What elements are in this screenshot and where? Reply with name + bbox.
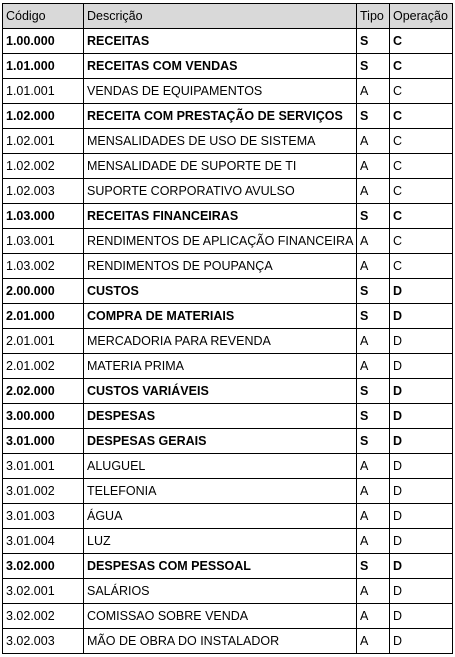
cell-code: 2.02.000: [3, 379, 84, 404]
cell-description: SALÁRIOS: [84, 579, 357, 604]
table-row: [3, 529, 453, 554]
cell-operation: C: [390, 179, 453, 204]
cell-code: 3.02.000: [3, 554, 84, 579]
cell-operation: C: [390, 104, 453, 129]
cell-type: S: [357, 204, 390, 229]
cell-type: A: [357, 479, 390, 504]
cell-operation: D: [390, 304, 453, 329]
chart-of-accounts-table: [2, 3, 453, 654]
cell-description: SUPORTE CORPORATIVO AVULSO: [84, 179, 357, 204]
cell-operation: C: [390, 29, 453, 54]
cell-description: ALUGUEL: [84, 454, 357, 479]
cell-code: 3.02.003: [3, 629, 84, 654]
table-row: [3, 379, 453, 404]
cell-operation: D: [390, 454, 453, 479]
cell-type: A: [357, 179, 390, 204]
cell-operation: D: [390, 604, 453, 629]
cell-description: COMPRA DE MATERIAIS: [84, 304, 357, 329]
cell-type: S: [357, 379, 390, 404]
table-row: [3, 79, 453, 104]
cell-description: RENDIMENTOS DE POUPANÇA: [84, 254, 357, 279]
cell-type: S: [357, 104, 390, 129]
cell-operation: D: [390, 479, 453, 504]
cell-type: S: [357, 554, 390, 579]
cell-code: 2.01.001: [3, 329, 84, 354]
cell-type: A: [357, 354, 390, 379]
table-row: [3, 179, 453, 204]
table-body: [3, 29, 453, 654]
header-operation: Operação: [390, 4, 453, 29]
cell-type: S: [357, 304, 390, 329]
header-code: Código: [3, 4, 84, 29]
cell-operation: C: [390, 54, 453, 79]
cell-operation: D: [390, 579, 453, 604]
cell-code: 3.02.001: [3, 579, 84, 604]
cell-description: RECEITAS COM VENDAS: [84, 54, 357, 79]
cell-description: RECEITA COM PRESTAÇÃO DE SERVIÇOS: [84, 104, 357, 129]
cell-type: A: [357, 529, 390, 554]
cell-type: S: [357, 29, 390, 54]
cell-operation: D: [390, 429, 453, 454]
cell-code: 1.01.000: [3, 54, 84, 79]
cell-operation: C: [390, 254, 453, 279]
table-row: [3, 404, 453, 429]
cell-description: RECEITAS FINANCEIRAS: [84, 204, 357, 229]
cell-type: A: [357, 454, 390, 479]
cell-type: S: [357, 429, 390, 454]
table-row: [3, 229, 453, 254]
cell-operation: D: [390, 504, 453, 529]
cell-operation: C: [390, 79, 453, 104]
table-row: [3, 54, 453, 79]
cell-description: TELEFONIA: [84, 479, 357, 504]
cell-operation: D: [390, 554, 453, 579]
table-row: [3, 204, 453, 229]
cell-type: A: [357, 629, 390, 654]
cell-description: MENSALIDADE DE SUPORTE DE TI: [84, 154, 357, 179]
cell-description: MERCADORIA PARA REVENDA: [84, 329, 357, 354]
cell-type: A: [357, 504, 390, 529]
cell-type: A: [357, 254, 390, 279]
cell-description: ÁGUA: [84, 504, 357, 529]
cell-code: 1.02.003: [3, 179, 84, 204]
cell-code: 3.01.002: [3, 479, 84, 504]
table-row: [3, 479, 453, 504]
cell-operation: C: [390, 129, 453, 154]
cell-type: S: [357, 54, 390, 79]
cell-description: LUZ: [84, 529, 357, 554]
cell-type: A: [357, 154, 390, 179]
cell-code: 3.01.000: [3, 429, 84, 454]
cell-description: MÃO DE OBRA DO INSTALADOR: [84, 629, 357, 654]
cell-type: S: [357, 279, 390, 304]
cell-description: RENDIMENTOS DE APLICAÇÃO FINANCEIRA: [84, 229, 357, 254]
cell-type: A: [357, 329, 390, 354]
cell-operation: C: [390, 229, 453, 254]
cell-operation: C: [390, 154, 453, 179]
table-row: [3, 154, 453, 179]
cell-code: 3.01.001: [3, 454, 84, 479]
cell-description: RECEITAS: [84, 29, 357, 54]
cell-code: 3.01.004: [3, 529, 84, 554]
cell-description: DESPESAS GERAIS: [84, 429, 357, 454]
cell-code: 1.00.000: [3, 29, 84, 54]
cell-operation: D: [390, 379, 453, 404]
header-description: Descrição: [84, 4, 357, 29]
cell-code: 2.01.000: [3, 304, 84, 329]
table-row: [3, 454, 453, 479]
cell-description: MATERIA PRIMA: [84, 354, 357, 379]
cell-description: CUSTOS VARIÁVEIS: [84, 379, 357, 404]
cell-code: 1.02.002: [3, 154, 84, 179]
cell-operation: D: [390, 279, 453, 304]
cell-operation: C: [390, 204, 453, 229]
cell-type: A: [357, 79, 390, 104]
cell-description: VENDAS DE EQUIPAMENTOS: [84, 79, 357, 104]
cell-operation: D: [390, 329, 453, 354]
cell-code: 1.03.002: [3, 254, 84, 279]
cell-operation: D: [390, 354, 453, 379]
cell-type: A: [357, 579, 390, 604]
table-row: [3, 304, 453, 329]
cell-code: 1.01.001: [3, 79, 84, 104]
table-row: [3, 254, 453, 279]
table-row: [3, 354, 453, 379]
cell-type: A: [357, 129, 390, 154]
cell-description: DESPESAS: [84, 404, 357, 429]
table-row: [3, 604, 453, 629]
table-row: [3, 579, 453, 604]
table-row: [3, 554, 453, 579]
cell-code: 1.02.001: [3, 129, 84, 154]
cell-code: 1.02.000: [3, 104, 84, 129]
cell-type: A: [357, 229, 390, 254]
cell-code: 3.00.000: [3, 404, 84, 429]
cell-operation: D: [390, 629, 453, 654]
table-row: [3, 104, 453, 129]
cell-code: 2.00.000: [3, 279, 84, 304]
cell-code: 3.01.003: [3, 504, 84, 529]
cell-description: COMISSAO SOBRE VENDA: [84, 604, 357, 629]
table-row: [3, 629, 453, 654]
table-row: [3, 504, 453, 529]
cell-code: 1.03.001: [3, 229, 84, 254]
cell-description: CUSTOS: [84, 279, 357, 304]
cell-code: 3.02.002: [3, 604, 84, 629]
cell-operation: D: [390, 404, 453, 429]
cell-operation: D: [390, 529, 453, 554]
table-row: [3, 129, 453, 154]
cell-description: DESPESAS COM PESSOAL: [84, 554, 357, 579]
table-header: [3, 4, 453, 29]
table-row: [3, 279, 453, 304]
header-type: Tipo: [357, 4, 390, 29]
table-row: [3, 29, 453, 54]
cell-code: 2.01.002: [3, 354, 84, 379]
table-row: [3, 429, 453, 454]
cell-type: S: [357, 404, 390, 429]
cell-code: 1.03.000: [3, 204, 84, 229]
header-row: [3, 4, 453, 29]
cell-description: MENSALIDADES DE USO DE SISTEMA: [84, 129, 357, 154]
cell-type: A: [357, 604, 390, 629]
table-row: [3, 329, 453, 354]
